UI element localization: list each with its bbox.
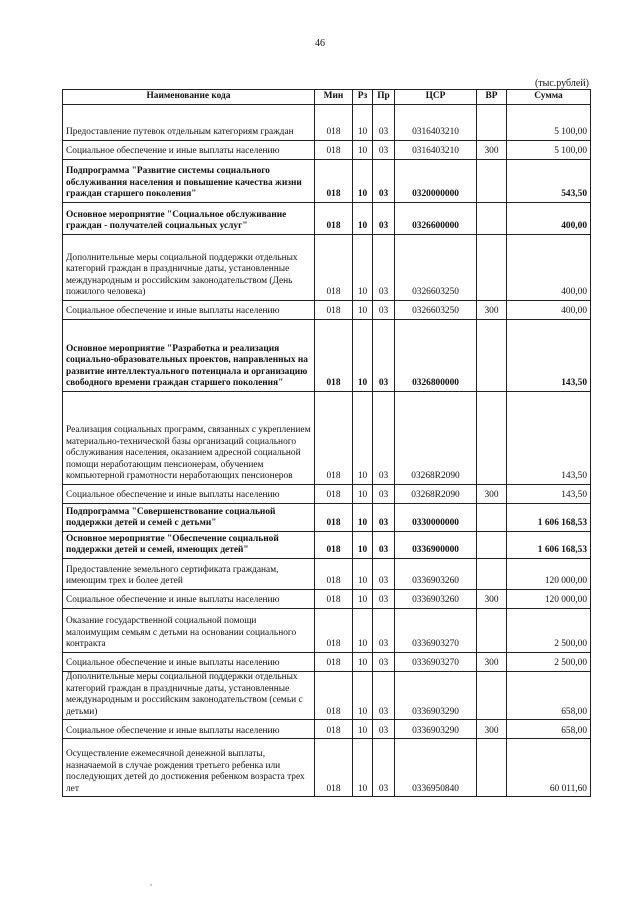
cell-min: 018 [315, 301, 353, 320]
cell-pr: 03 [373, 739, 395, 797]
cell-min: 018 [315, 485, 353, 504]
cell-vr: 300 [477, 141, 507, 160]
cell-min: 018 [315, 590, 353, 609]
cell-sum: 143,50 [507, 392, 591, 485]
cell-name: Осуществление ежемесячной денежной выплаты, назначаемой в случае рождения третьего ребенка или последующих детей до достижения ребенком возраста трех лет [63, 739, 315, 797]
table-row [63, 392, 591, 485]
cell-rz: 10 [353, 590, 373, 609]
cell-pr: 03 [373, 301, 395, 320]
cell-vr: 300 [477, 590, 507, 609]
cell-sum: 60 011,60 [507, 739, 591, 797]
cell-pr: 03 [373, 559, 395, 590]
cell-pr: 03 [373, 720, 395, 739]
cell-pr: 03 [373, 141, 395, 160]
cell-csr: 03268R2090 [395, 392, 477, 485]
page-number: 46 [315, 38, 325, 49]
cell-name: Социальное обеспечение и иные выплаты населению [63, 653, 315, 672]
table-row [63, 485, 591, 504]
cell-vr [477, 320, 507, 392]
cell-name: Реализация социальных программ, связанных с укреплением материально-технической базы организаций социального обслуживания населения, оказанием адресной социальной помощи неработающим пенсионерам, обучением компьютерной грамотности неработающих пенсионеров [63, 392, 315, 485]
cell-vr [477, 105, 507, 141]
cell-sum: 120 000,00 [507, 590, 591, 609]
cell-name: Социальное обеспечение и иные выплаты населению [63, 720, 315, 739]
cell-vr: 300 [477, 720, 507, 739]
cell-pr: 03 [373, 609, 395, 653]
header-name: Наименование кода [63, 90, 315, 105]
table-row [63, 105, 591, 141]
cell-sum: 143,50 [507, 320, 591, 392]
cell-rz: 10 [353, 105, 373, 141]
cell-min: 018 [315, 609, 353, 653]
cell-name: Оказание государственной социальной помощи малоимущим семьям с детьми на основании социального контракта [63, 609, 315, 653]
cell-pr: 03 [373, 653, 395, 672]
cell-sum: 543,50 [507, 160, 591, 203]
cell-vr [477, 609, 507, 653]
cell-vr: 300 [477, 485, 507, 504]
cell-min: 018 [315, 739, 353, 797]
cell-csr: 03268R2090 [395, 485, 477, 504]
table-row [63, 203, 591, 235]
cell-name: Социальное обеспечение и иные выплаты населению [63, 485, 315, 504]
cell-pr: 03 [373, 392, 395, 485]
cell-rz: 10 [353, 301, 373, 320]
cell-name: Предоставление путевок отдельным категориям граждан [63, 105, 315, 141]
cell-vr [477, 672, 507, 720]
cell-pr: 03 [373, 105, 395, 141]
cell-pr: 03 [373, 590, 395, 609]
cell-min: 018 [315, 235, 353, 301]
cell-csr: 0336903290 [395, 672, 477, 720]
budget-table [62, 89, 591, 797]
cell-csr: 0336900000 [395, 532, 477, 559]
cell-rz: 10 [353, 672, 373, 720]
cell-csr: 0336903290 [395, 720, 477, 739]
table-row [63, 590, 591, 609]
cell-sum: 400,00 [507, 235, 591, 301]
cell-rz: 10 [353, 160, 373, 203]
cell-name: Основное мероприятие "Социальное обслуживание граждан - получателей социальных услуг" [63, 203, 315, 235]
cell-csr: 0316403210 [395, 141, 477, 160]
cell-pr: 03 [373, 485, 395, 504]
cell-rz: 10 [353, 739, 373, 797]
cell-csr: 0336903270 [395, 653, 477, 672]
cell-rz: 10 [353, 720, 373, 739]
cell-name: Социальное обеспечение и иные выплаты населению [63, 590, 315, 609]
cell-pr: 03 [373, 672, 395, 720]
header-vr: ВР [477, 90, 507, 105]
cell-min: 018 [315, 105, 353, 141]
cell-sum: 658,00 [507, 672, 591, 720]
cell-sum: 2 500,00 [507, 609, 591, 653]
cell-rz: 10 [353, 559, 373, 590]
cell-name: Основное мероприятие "Обеспечение социальной поддержки детей и семей, имеющих детей" [63, 532, 315, 559]
cell-min: 018 [315, 720, 353, 739]
cell-sum: 2 500,00 [507, 653, 591, 672]
cell-min: 018 [315, 672, 353, 720]
cell-sum: 400,00 [507, 301, 591, 320]
cell-sum: 400,00 [507, 203, 591, 235]
cell-pr: 03 [373, 504, 395, 532]
cell-rz: 10 [353, 203, 373, 235]
cell-min: 018 [315, 160, 353, 203]
cell-rz: 10 [353, 653, 373, 672]
cell-sum: 1 606 168,53 [507, 504, 591, 532]
table-row [63, 301, 591, 320]
cell-rz: 10 [353, 609, 373, 653]
table-row [63, 672, 591, 720]
cell-rz: 10 [353, 504, 373, 532]
table-row [63, 720, 591, 739]
cell-vr [477, 559, 507, 590]
table-row [63, 160, 591, 203]
cell-vr [477, 739, 507, 797]
table-header-row [63, 90, 591, 105]
cell-csr: 0330000000 [395, 504, 477, 532]
cell-csr: 0326800000 [395, 320, 477, 392]
scan-artifact [150, 884, 152, 886]
cell-csr: 0336950840 [395, 739, 477, 797]
header-pr: Пр [373, 90, 395, 105]
cell-vr [477, 235, 507, 301]
table-row [63, 504, 591, 532]
table-row [63, 739, 591, 797]
header-min: Мин [315, 90, 353, 105]
cell-vr [477, 392, 507, 485]
cell-pr: 03 [373, 235, 395, 301]
header-rz: Рз [353, 90, 373, 105]
cell-min: 018 [315, 141, 353, 160]
cell-sum: 5 100,00 [507, 105, 591, 141]
table-row [63, 235, 591, 301]
cell-pr: 03 [373, 203, 395, 235]
cell-min: 018 [315, 320, 353, 392]
header-csr: ЦСР [395, 90, 477, 105]
cell-vr [477, 203, 507, 235]
cell-vr: 300 [477, 653, 507, 672]
table-row [63, 653, 591, 672]
cell-sum: 658,00 [507, 720, 591, 739]
cell-vr [477, 504, 507, 532]
cell-name: Дополнительные меры социальной поддержки отдельных категорий граждан в праздничные даты, установленные международным и российским законодательством (День пожилого человека) [63, 235, 315, 301]
cell-csr: 0326600000 [395, 203, 477, 235]
table-row [63, 609, 591, 653]
cell-csr: 0326603250 [395, 235, 477, 301]
cell-sum: 143,50 [507, 485, 591, 504]
units-label: (тыс.рублей) [534, 78, 589, 89]
cell-sum: 1 606 168,53 [507, 532, 591, 559]
cell-name: Социальное обеспечение и иные выплаты населению [63, 141, 315, 160]
cell-name: Подпрограмма "Развитие системы социального обслуживания населения и повышение качества жизни граждан старшего поколения" [63, 160, 315, 203]
cell-csr: 0320000000 [395, 160, 477, 203]
cell-rz: 10 [353, 392, 373, 485]
cell-rz: 10 [353, 532, 373, 559]
cell-min: 018 [315, 532, 353, 559]
cell-sum: 5 100,00 [507, 141, 591, 160]
cell-csr: 0316403210 [395, 105, 477, 141]
table-row [63, 532, 591, 559]
table-row [63, 559, 591, 590]
cell-name: Дополнительные меры социальной поддержки отдельных категорий граждан в праздничные даты, установленные международным и российским законодательством (семьи с детьми) [63, 672, 315, 720]
cell-sum: 120 000,00 [507, 559, 591, 590]
cell-name: Социальное обеспечение и иные выплаты населению [63, 301, 315, 320]
cell-pr: 03 [373, 160, 395, 203]
cell-name: Подпрограмма "Совершенствование социальной поддержки детей и семей с детьми" [63, 504, 315, 532]
cell-vr [477, 532, 507, 559]
cell-min: 018 [315, 504, 353, 532]
cell-csr: 0336903260 [395, 590, 477, 609]
cell-pr: 03 [373, 320, 395, 392]
cell-csr: 0336903270 [395, 609, 477, 653]
header-sum: Сумма [507, 90, 591, 105]
cell-rz: 10 [353, 141, 373, 160]
cell-rz: 10 [353, 235, 373, 301]
table-row [63, 320, 591, 392]
cell-vr [477, 160, 507, 203]
cell-name: Основное мероприятие "Разработка и реализация социально-образовательных проектов, направленных на развитие интеллектуального потенциала и организацию свободного времени граждан старшего поколения" [63, 320, 315, 392]
cell-min: 018 [315, 653, 353, 672]
cell-rz: 10 [353, 320, 373, 392]
cell-name: Предоставление земельного сертификата гражданам, имеющим трех и более детей [63, 559, 315, 590]
cell-rz: 10 [353, 485, 373, 504]
cell-min: 018 [315, 559, 353, 590]
cell-min: 018 [315, 203, 353, 235]
table-row [63, 141, 591, 160]
cell-pr: 03 [373, 532, 395, 559]
cell-vr: 300 [477, 301, 507, 320]
cell-min: 018 [315, 392, 353, 485]
cell-csr: 0336903260 [395, 559, 477, 590]
cell-csr: 0326603250 [395, 301, 477, 320]
